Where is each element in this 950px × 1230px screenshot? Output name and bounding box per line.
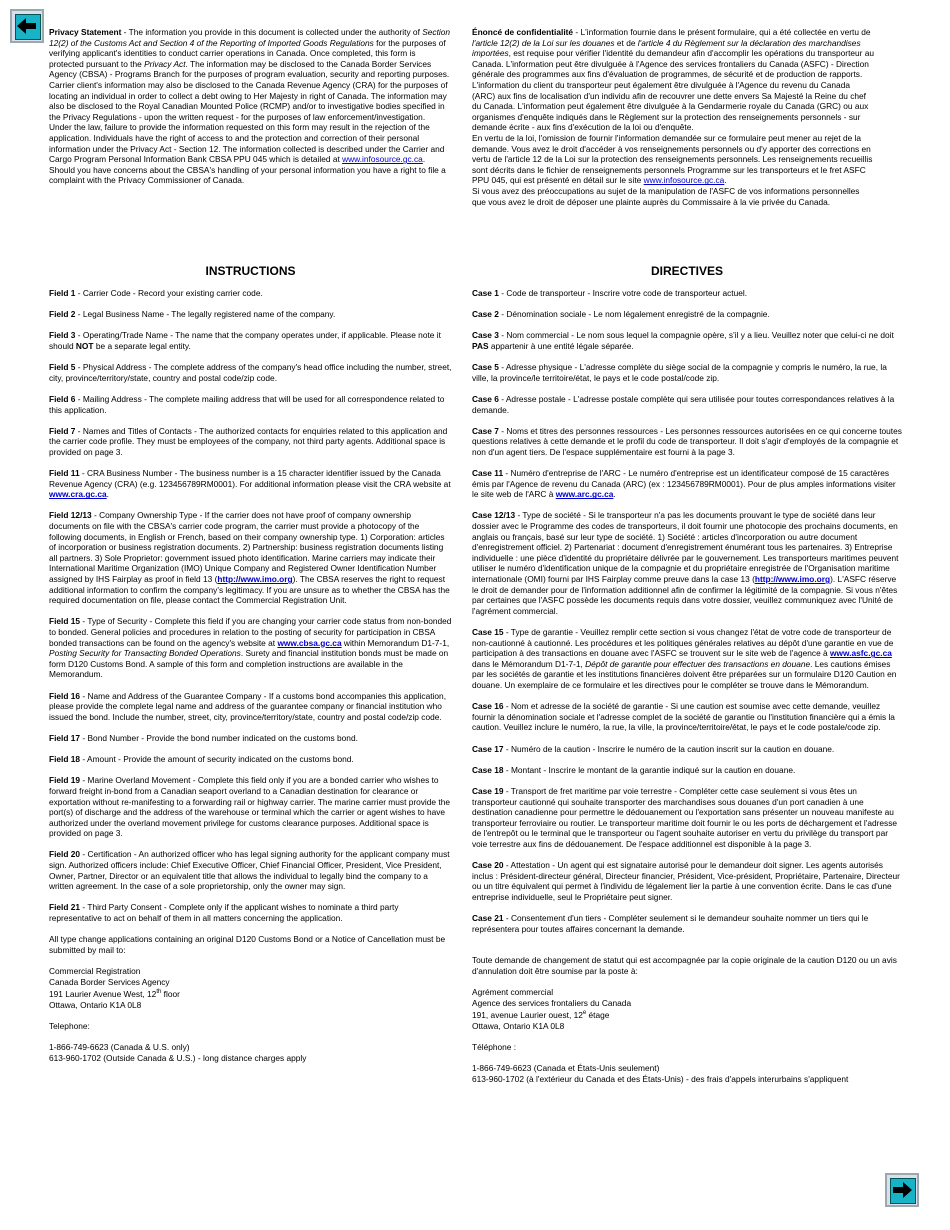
telephone-label: Telephone:: [49, 1020, 90, 1031]
field-15: Field 15 - Type of Security - Complete this field if you are changing your carrier code status from non-bonded to bonded. General policies and procedures in relation to the posting of security for participation in CBSA bonded transactions can be found on the agency's website at www.cbsa.gc.ca within Memorandum D1-7-1, Posting Security for Transacting Bonded Operations. Surety and financial institution bonds must be made on form D120 Customs Bond. A sample of this form and completion instructions are available in the Memorandum.: [49, 616, 452, 680]
field-18: Field 18 - Amount - Provide the amount of security indicated on the customs bond.: [49, 754, 354, 765]
field-7: Field 7 - Names and Titles of Contacts - The authorized contacts for enquiries related to this application and the carrier code profile. They must be employees of the company, not third party agents. Additional space is provided on page 3.: [49, 425, 448, 457]
field-5: Field 5 - Physical Address - The complete address of the company's head office including the number, street, city, province/territory/state, country and postal code/zip code.: [49, 362, 452, 383]
instructions-title: INSTRUCTIONS: [205, 264, 296, 278]
mail-note: All type change applications containing an original D120 Customs Bond or a Notice of Cancellation must be submitted by mail to:: [49, 934, 446, 955]
field-6: Field 6 - Mailing Address - The complete mailing address that will be used for all correspondence related to this application.: [49, 393, 445, 415]
field-17: Field 17 - Bond Number - Provide the bond number indicated on the customs bond.: [49, 732, 358, 743]
imo-link[interactable]: http://www.imo.org: [217, 574, 293, 585]
infosource-link-fr[interactable]: www.infosource.gc.ca: [643, 175, 725, 186]
infosource-link[interactable]: www.infosource.gc.ca: [342, 154, 423, 165]
telephone-1-fr: 1-866-749-6623 (Canada et États-Unis seulement): [472, 1063, 660, 1074]
case-15: Case 15 - Type de garantie - Veuillez remplir cette section si vous changez l'état de votre code de transporteur de non-cautionné à cautionné. Les procédures et les politiques générales relatives au dépôt d'une garantie en vue de participation à des transactions en douane avec l'ASFC se trouvent sur le site web de l'agence à www.asfc.gc.ca dans le Mémorandum D1-7-1, Dépôt de garantie pour effectuer des transactions en douane. Les cautions émises par les sociétés de garantie et les institutions financières doivent être préparées sur un formulaire D120 Caution en douane. Un exemplaire de ce formulaire et les directives pour le compléter se trouve dans le Mémorandum.: [472, 627, 897, 690]
case-16: Case 16 - Nom et adresse de la société de garantie - Si une caution est soumise avec cette demande, veuillez fournir la dénomination sociale et l'adresse complet de la société de garantie ou l'institution financière qui a émis la caution. Veuillez inclure le numéro, la rue, la ville, la province/territoire/état, le pays et le code postale/code zip.: [472, 701, 895, 733]
case-20: Case 20 - Attestation - Un agent qui est signataire autorisé pour le demandeur doit signer. Les agents autorisés inclus : Président-directeur général, Directeur financier, Président, Vice-président, Propriétaire, Partenaire, Directeur ou un titre équivalent qui permet à l'individu de légalement lier la partie à une convention écrite. Dans le cas d'une entreprise individuelle, seul le Propriétaire peut signer.: [472, 860, 900, 902]
field-11: Field 11 - CRA Business Number - The business number is a 15 character identifier issued by the Canada Revenue Agency (CRA) (e.g. 123456789RM0001). For additional information please visit the CRA website at www.cra.gc.ca.: [49, 468, 451, 500]
mailing-address: Commercial Registration Canada Border Services Agency 191 Laurier Avenue West, 12th floor Ottawa, Ontario K1A 0L8: [49, 966, 180, 1010]
case-7: Case 7 - Noms et titres des personnes ressources - Les personnes ressources autorisées en ce qui concerne toutes questions relatives à cette demande et le profil du code de transporteur. Il doit s'agir d'employés de la compagnie et non d'un agent tiers. De l'espace supplémentaire est fourni à la page 3.: [472, 425, 902, 457]
cra-link[interactable]: www.cra.gc.ca: [49, 489, 107, 500]
instructions: [49, 264, 452, 1063]
case-1: Case 1 - Code de transporteur - Inscrire votre code de transporteur actuel.: [472, 288, 748, 298]
french-column: [472, 27, 902, 1084]
english-column: [49, 27, 452, 1063]
case-2: Case 2 - Dénomination sociale - Le nom légalement enregistré de la compagnie.: [472, 309, 770, 320]
arc-link[interactable]: www.arc.gc.ca: [555, 489, 614, 500]
telephone-1: 1-866-749-6623 (Canada & U.S. only): [49, 1041, 190, 1052]
case-21: Case 21 - Consentement d'un tiers - Compléter seulement si le demandeur souhaite nommer un tiers qui le représentera pour toutes affaires concernant la demande.: [472, 913, 869, 934]
mailing-address-fr: Agrément commercial Agence des services frontaliers du Canada 191, avenue Laurier ouest, 12e étage Ottawa, Ontario K1A 0L8: [472, 987, 632, 1031]
mail-note-fr: Toute demande de changement de statut qui est accompagnée par la copie originale de la caution D120 ou un avis d'annulation doit être soumise par la poste à:: [472, 955, 897, 976]
case-19: Case 19 - Transport de fret maritime par voie terrestre - Compléter cette case seulement si vous êtes un transporteur cautionné qui souhaite transporter des marchandises sous douanes d'un port canadien à une destination canadienne pour permettre le dédouanement ou l'exportation sans présenter un nouveau manifeste au transporteur ferroviaire ou routier. Le transporteur maritime doit fournir le ou les ports de déchargement et l'adresse de l'entrepôt ou le terminal que le transporteur ou l'agent souhaite autoriser en vertu du privilège du transport par voie terrestre aux fins de dédouanement. De l'espace additionnel est disponible à la page 3.: [472, 785, 898, 849]
cbsa-link[interactable]: www.cbsa.gc.ca: [277, 637, 342, 648]
field-16: Field 16 - Name and Address of the Guarantee Company - If a customs bond accompanies this application, please provide the complete legal name and address of the guarantee company or financial institution who issued the bond. Include the number, street, city, province/territory/state, country and postal code/zip code.: [49, 690, 447, 722]
arrow-left-icon: [14, 13, 40, 39]
field-12-13: Field 12/13 - Company Ownership Type - If the carrier does not have proof of company ownership documents on file with the CBSA's carrier code program, the carrier must provide a photocopy of the following documents, in English or French, based on their company ownership type. 1) Corporation: articles of incorporation or business registration documents. 2) Partnership: business registration documents listing all partners. 3) Sole Proprietor: government issued photo identification. Marine carriers may indicate their International Maritime Organization (IMO) Unique Company and Registered Owner Identification Number assigned by IHS Fairplay as proof in field 13 (http://www.imo.org). The CBSA reserves the right to request additional information to confirm the company's legitimacy. If you are unsure as to whether the CBSA has the required documentation on file, please contact the Commercial Registration Unit.: [49, 510, 450, 606]
field-2: Field 2 - Legal Business Name - The legally registered name of the company.: [49, 309, 336, 320]
field-19: Field 19 - Marine Overland Movement - Complete this field only if you are a bonded carrier who wishes to forward freight in-bond from a Canadian seaport overland to a Canadian destination for clearance or exportation without re-manifesting to a forwarding rail or highway carrier. The marine carrier must provide the port(s) of discharge and the address of the warehouse or terminal which the carrier or agent wishes to have authorized under the overland movement privilege for customs clearance purposes. Additional space is provided on page 3.: [49, 775, 450, 839]
case-3: Case 3 - Nom commercial - Le nom sous lequel la compagnie opère, s'il y a lieu. Veuillez noter que celui-ci ne doit PAS appartenir à une entité légale séparée.: [472, 330, 894, 351]
case-11: Case 11 - Numéro d'entreprise de l'ARC - Le numéro d'entreprise est un identificateur composé de 15 caractères émis par l'Agence de revenu du Canada (ARC) (ex : 123456789RM0001). Pour de plus amples informations visiter le site web de l'ARC à www.arc.gc.ca.: [472, 468, 896, 500]
case-5: Case 5 - Adresse physique - L'adresse complète du siège social de la compagnie y compris le numéro, la rue, la ville, la province/le territoire/état, le pays et le code postal/code zip.: [472, 362, 887, 383]
telephone-label-fr: Téléphone :: [472, 1041, 517, 1052]
case-18: Case 18 - Montant - Inscrire le montant de la garantie indiqué sur la caution en douane.: [472, 764, 796, 775]
previous-page-button[interactable]: [10, 9, 44, 43]
arrow-right-icon: [889, 1177, 915, 1203]
next-page-button[interactable]: [885, 1173, 919, 1207]
privacy-statement-fr: Énoncé de confidentialité - L'information fournie dans le présent formulaire, qui a été collectée en vertu de l'article 12(2) de la Loi sur les douanes et de l'article 4 du Règlement sur la déclaration des marchandises importées, est requise pour vérifier l'identité du demandeur afin d'accomplir les opérations du transporteur au Canada. L'information peut être divulguée à l'Agence des services frontaliers du Canada (ASFC) - Direction générale des programmes aux fins d'évaluation de programmes, de sécurité et de production de rapports. L'information du client du transporteur peut également être divulguée à l'Agence du revenu du Canada (ARC) aux fins de localisation d'un individu afin de recouvrer une dette envers Sa Majesté la Reine du chef du Canada. L'information peut également être divulguée à la Gendarmerie royale du Canada (GRC) ou aux organismes d'enquête indiqués dans le Règlement sur la protection des renseignements personnels - sur demande écrite - aux fins d'exécution de la loi ou d'enquête. En vertu de la loi, l'omission de fournir l'information demandée sur ce formulaire peut mener au rejet de la demande. Vous avez le droit d'accéder à vos renseignements personnels ou d'y apporter des corrections en vertu de l'article 12 de la Loi sur la protection des renseignements personnels. Les renseignements recueillis sont décrits dans le fichier de renseignements personnels Programme sur les transporteurs et le fret ASFC PPU 045, qui est présenté en détail sur le site www.infosource.gc.ca. Si vous avez des préoccupations au sujet de la manipulation de l'ASFC de vos informations personnelles que vous avez le droit de déposer une plainte auprès du Commissaire à la vie privée du Canada.: [472, 27, 875, 207]
field-3: Field 3 - Operating/Trade Name - The name that the company operates under, if applicable. Please note it should NOT be a separate legal entity.: [49, 330, 441, 351]
field-1: Field 1 - Carrier Code - Record your existing carrier code.: [49, 288, 263, 298]
case-6: Case 6 - Adresse postale - L'adresse postale complète qui sera utilisée pour toutes correspondances relatives à la demande.: [472, 393, 895, 415]
field-20: Field 20 - Certification - An authorized officer who has legal signing authority for the applicant company must sign. Authorized officers include: Chief Executive Officer, Chief Financial Officer, President, Vice President, Owner, Partner, Director or an equivalent title that allows the individual to legally bind the company to a written agreement. In the case of a sole proprietorship, only the owner may sign.: [49, 849, 450, 892]
asfc-link[interactable]: www.asfc.gc.ca: [830, 648, 892, 659]
imo-link-fr[interactable]: http://www.imo.org: [754, 574, 831, 585]
directives: [472, 264, 902, 1084]
field-21: Field 21 - Third Party Consent - Complete only if the applicant wishes to nominate a third party representative to act on behalf of them in all matters concerning the application.: [49, 902, 399, 924]
case-12-13: Case 12/13 - Type de société - Si le transporteur n'a pas les documents prouvant le type de société dans leur dossier avec le Programme des codes de transporteurs, il doit fournir une photocopie des prochains documents, en anglais ou français, basé sur leur type de société. 1) Société : articles d'incorporation ou autre document d'enregistrement officiel. 2) Partenariat : document d'enregistrement énumérant tous les partenaires. 3) Entreprise individuelle : une pièce d'identité du propriétaire délivrée par le gouvernement. Les transporteurs maritimes peuvent utiliser le numéro d'identification unique de la compagnie et du propriétaire enregistrée de l'Organisation maritime internationale (OMI) fourni par IHS Fairplay comme preuve dans la case 13 (http://www.imo.org). L'ASFC réserve le droit de demander pour de l'information additionnel afin de confirmer la légitimité de la compagnie. Si vous n'êtes par certaines que l'ASFC possède les documents requis dans votre dossier, veuillez communiquez avec l'Unité de l'agrément commercial.: [472, 510, 899, 616]
directives-title: DIRECTIVES: [650, 264, 723, 278]
telephone-2-fr: 613-960-1702 (à l'extérieur du Canada et des États-Unis) - des frais d'appels interurbains s'appliquent: [472, 1073, 849, 1084]
case-17: Case 17 - Numéro de la caution - Inscrire le numéro de la caution inscrit sur la caution en douane.: [472, 743, 835, 754]
privacy-statement: Privacy Statement - The information you provide in this document is collected under the authority of Section 12(2) of the Customs Act and Section 4 of the Reporting of Imported Goods Regulations for the purposes of verifying applicant's identities to conduct carrier operations in Canada. Once completed, this form is protected pursuant to the Privacy Act. The information may be disclosed to the Canada Border Services Agency (CBSA) - Programs Branch for the purposes of program evaluation, security and reporting purposes. Carrier client's information may also be disclosed to the Canada Revenue Agency (CRA) for the purposes of locating an individual in order to collect a debt owing to Her Majesty in right of Canada. The information may also be disclosed to the Royal Canadian Mounted Police (RCMP) and/or to investigative bodies specified in the Privacy Regulations - upon the written request - for the purposes of law enforcement/investigation. Under the law, failure to provide the information requested on this form may result in the rejection of the application. Individuals have the right of access to and the protection and correction of their personal information under the Privacy Act - Section 12. The information collected is described under the Carrier and Cargo Program Personal Information Bank CBSA PPU 045 which is detailed at www.infosource.gc.ca. Should you have concerns about the CBSA's handling of your personal information you have a right to file a complaint with the Privacy Commissioner of Canada.: [49, 27, 451, 186]
telephone-2: 613-960-1702 (Outside Canada & U.S.) - long distance charges apply: [49, 1052, 307, 1063]
